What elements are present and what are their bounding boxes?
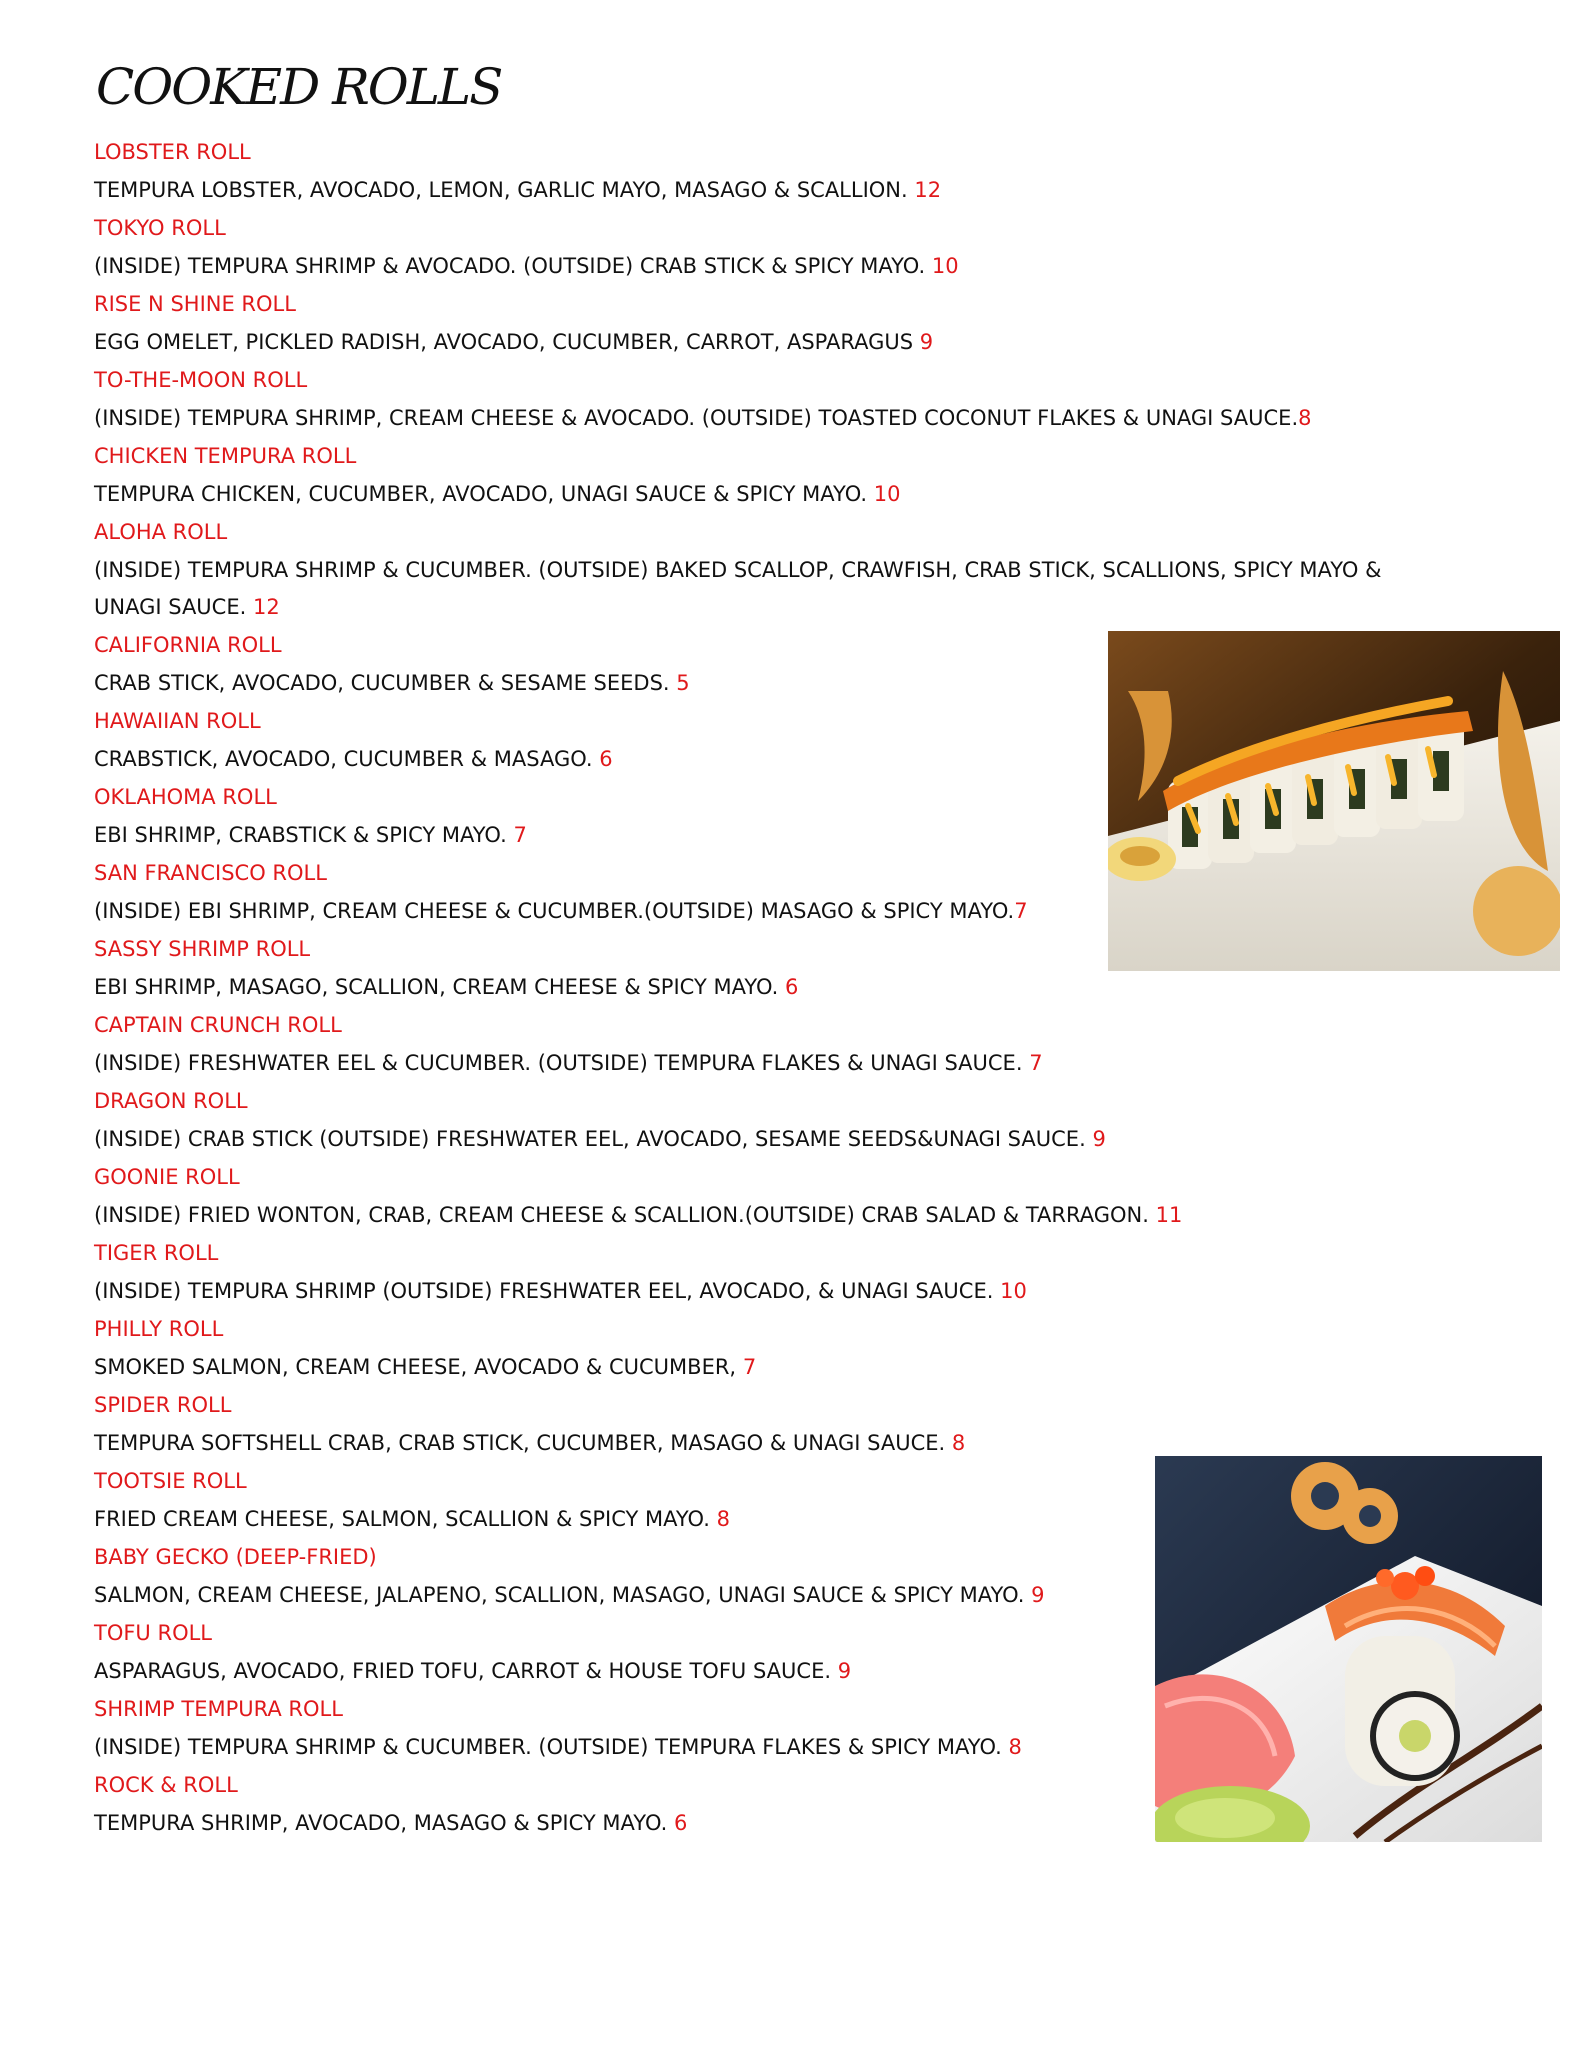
item-name: ALOHA ROLL: [94, 520, 228, 544]
item-description-text: ASPARAGUS, AVOCADO, FRIED TOFU, CARROT & HOUSE TOFU SAUCE.: [94, 1659, 832, 1683]
item-description: [94, 400, 1394, 437]
item-description: [94, 1121, 1394, 1158]
item-description: [94, 248, 1394, 285]
item-price: 10: [1000, 1279, 1027, 1303]
item-description: [94, 172, 1394, 209]
item-description: [94, 324, 1394, 361]
item-name: CALIFORNIA ROLL: [94, 633, 282, 657]
item-price: 8: [1298, 406, 1312, 430]
item-price: 6: [785, 975, 799, 999]
item-price: 10: [931, 254, 959, 278]
item-price: 12: [914, 178, 942, 202]
item-description-text: (INSIDE) TEMPURA SHRIMP & AVOCADO. (OUTSIDE) CRAB STICK & SPICY MAYO.: [94, 254, 926, 278]
item-description-text: SMOKED SALMON, CREAM CHEESE, AVOCADO & CUCUMBER,: [94, 1355, 737, 1379]
item-description-text: TEMPURA LOBSTER, AVOCADO, LEMON, GARLIC MAYO, MASAGO & SCALLION.: [94, 178, 908, 202]
salmon-roll-photo: [1155, 1456, 1542, 1842]
item-name: SHRIMP TEMPURA ROLL: [94, 1697, 343, 1721]
item-name: ROCK & ROLL: [94, 1773, 238, 1797]
item-price: 9: [1092, 1127, 1106, 1151]
menu-item-captain-crunch-roll: [94, 1006, 1394, 1082]
item-name: SAN FRANCISCO ROLL: [94, 861, 327, 885]
item-price: 12: [252, 595, 280, 619]
item-description-text: SALMON, CREAM CHEESE, JALAPENO, SCALLION, MASAGO, UNAGI SAUCE & SPICY MAYO.: [94, 1583, 1025, 1607]
item-description-text: (INSIDE) TEMPURA SHRIMP, CREAM CHEESE & AVOCADO. (OUTSIDE) TOASTED COCONUT FLAKES & UNAGI SAUCE.: [94, 406, 1299, 430]
item-description-text: TEMPURA CHICKEN, CUCUMBER, AVOCADO, UNAGI SAUCE & SPICY MAYO.: [94, 482, 868, 506]
item-name: RISE N SHINE ROLL: [94, 292, 296, 316]
item-description-text: EBI SHRIMP, CRABSTICK & SPICY MAYO.: [94, 823, 507, 847]
item-name: CHICKEN TEMPURA ROLL: [94, 444, 357, 468]
item-description-text: (INSIDE) EBI SHRIMP, CREAM CHEESE & CUCUMBER.(OUTSIDE) MASAGO & SPICY MAYO.: [94, 899, 1015, 923]
menu-item-goonie-roll: [94, 1158, 1394, 1234]
item-price: 11: [1155, 1203, 1183, 1227]
item-price: 9: [919, 330, 934, 354]
item-description-text: EGG OMELET, PICKLED RADISH, AVOCADO, CUCUMBER, CARROT, ASPARAGUS: [94, 330, 914, 354]
item-description-text: (INSIDE) TEMPURA SHRIMP & CUCUMBER. (OUTSIDE) TEMPURA FLAKES & SPICY MAYO.: [94, 1735, 1002, 1759]
item-name: PHILLY ROLL: [94, 1317, 224, 1341]
item-name: SPIDER ROLL: [94, 1393, 232, 1417]
item-description: [94, 1045, 1394, 1082]
item-price: 7: [1029, 1051, 1043, 1075]
item-price: 6: [673, 1811, 688, 1835]
menu-item-lobster-roll: [94, 133, 1394, 209]
item-name: CAPTAIN CRUNCH ROLL: [94, 1013, 342, 1037]
item-description: [94, 969, 1394, 1006]
item-name: GOONIE ROLL: [94, 1165, 240, 1189]
item-description: [94, 552, 1384, 626]
item-description-text: CRAB STICK, AVOCADO, CUCUMBER & SESAME SEEDS.: [94, 671, 670, 695]
menu-item-aloha-roll: [94, 513, 1394, 626]
item-price: 10: [873, 482, 901, 506]
item-price: 5: [676, 671, 690, 695]
item-description-text: EBI SHRIMP, MASAGO, SCALLION, CREAM CHEESE & SPICY MAYO.: [94, 975, 779, 999]
item-description: [94, 476, 1394, 513]
item-name: HAWAIIAN ROLL: [94, 709, 261, 733]
item-price: 8: [951, 1431, 966, 1455]
page-title: COOKED ROLLS: [96, 58, 502, 116]
item-price: 7: [742, 1355, 757, 1379]
item-name: DRAGON ROLL: [94, 1089, 248, 1113]
item-price: 9: [837, 1659, 852, 1683]
menu-item-tokyo-roll: [94, 209, 1394, 285]
item-description-text: (INSIDE) FRESHWATER EEL & CUCUMBER. (OUTSIDE) TEMPURA FLAKES & UNAGI SAUCE.: [94, 1051, 1023, 1075]
item-description: [94, 1197, 1394, 1234]
item-price: 7: [513, 823, 527, 847]
item-name: OKLAHOMA ROLL: [94, 785, 277, 809]
menu-item-chicken-tempura-roll: [94, 437, 1394, 513]
item-price: 6: [599, 747, 613, 771]
menu-item-rise-n-shine-roll: [94, 285, 1394, 361]
item-description-text: CRABSTICK, AVOCADO, CUCUMBER & MASAGO.: [94, 747, 593, 771]
sushi-roll-photo: [1108, 631, 1560, 971]
menu-item-to-the-moon-roll: [94, 361, 1394, 437]
item-name: TO-THE-MOON ROLL: [94, 368, 308, 392]
item-price: 8: [1008, 1735, 1022, 1759]
item-name: TIGER ROLL: [94, 1241, 219, 1265]
item-name: TOFU ROLL: [94, 1621, 213, 1645]
menu-item-tiger-roll: [94, 1234, 1394, 1310]
item-name: SASSY SHRIMP ROLL: [94, 937, 311, 961]
item-price: 7: [1014, 899, 1028, 923]
item-description: [94, 1273, 1394, 1310]
item-description: [94, 1349, 1394, 1386]
item-name: TOOTSIE ROLL: [94, 1469, 247, 1493]
item-description-text: TEMPURA SHRIMP, AVOCADO, MASAGO & SPICY MAYO.: [94, 1811, 668, 1835]
item-description-text: (INSIDE) FRIED WONTON, CRAB, CREAM CHEESE & SCALLION.(OUTSIDE) CRAB SALAD & TARRAGON.: [94, 1203, 1149, 1227]
item-price: 9: [1031, 1583, 1045, 1607]
item-description-text: (INSIDE) CRAB STICK (OUTSIDE) FRESHWATER EEL, AVOCADO, SESAME SEEDS&UNAGI SAUCE.: [94, 1127, 1086, 1151]
item-description-text: (INSIDE) TEMPURA SHRIMP (OUTSIDE) FRESHWATER EEL, AVOCADO, & UNAGI SAUCE.: [94, 1279, 994, 1303]
menu-item-dragon-roll: [94, 1082, 1394, 1158]
menu-item-philly-roll: [94, 1310, 1394, 1386]
item-name: TOKYO ROLL: [94, 216, 226, 240]
item-price: 8: [716, 1507, 730, 1531]
item-name: BABY GECKO (DEEP-FRIED): [94, 1545, 377, 1569]
item-name: LOBSTER ROLL: [94, 140, 251, 164]
menu-item-spider-roll: [94, 1386, 1394, 1462]
item-description-text: (INSIDE) TEMPURA SHRIMP & CUCUMBER. (OUTSIDE) BAKED SCALLOP, CRAWFISH, CRAB STICK, SCALLIONS, SPICY MAYO & UNAGI SAUCE.: [94, 558, 1382, 619]
item-description-text: FRIED CREAM CHEESE, SALMON, SCALLION & SPICY MAYO.: [94, 1507, 710, 1531]
item-description-text: TEMPURA SOFTSHELL CRAB, CRAB STICK, CUCUMBER, MASAGO & UNAGI SAUCE.: [94, 1431, 946, 1455]
